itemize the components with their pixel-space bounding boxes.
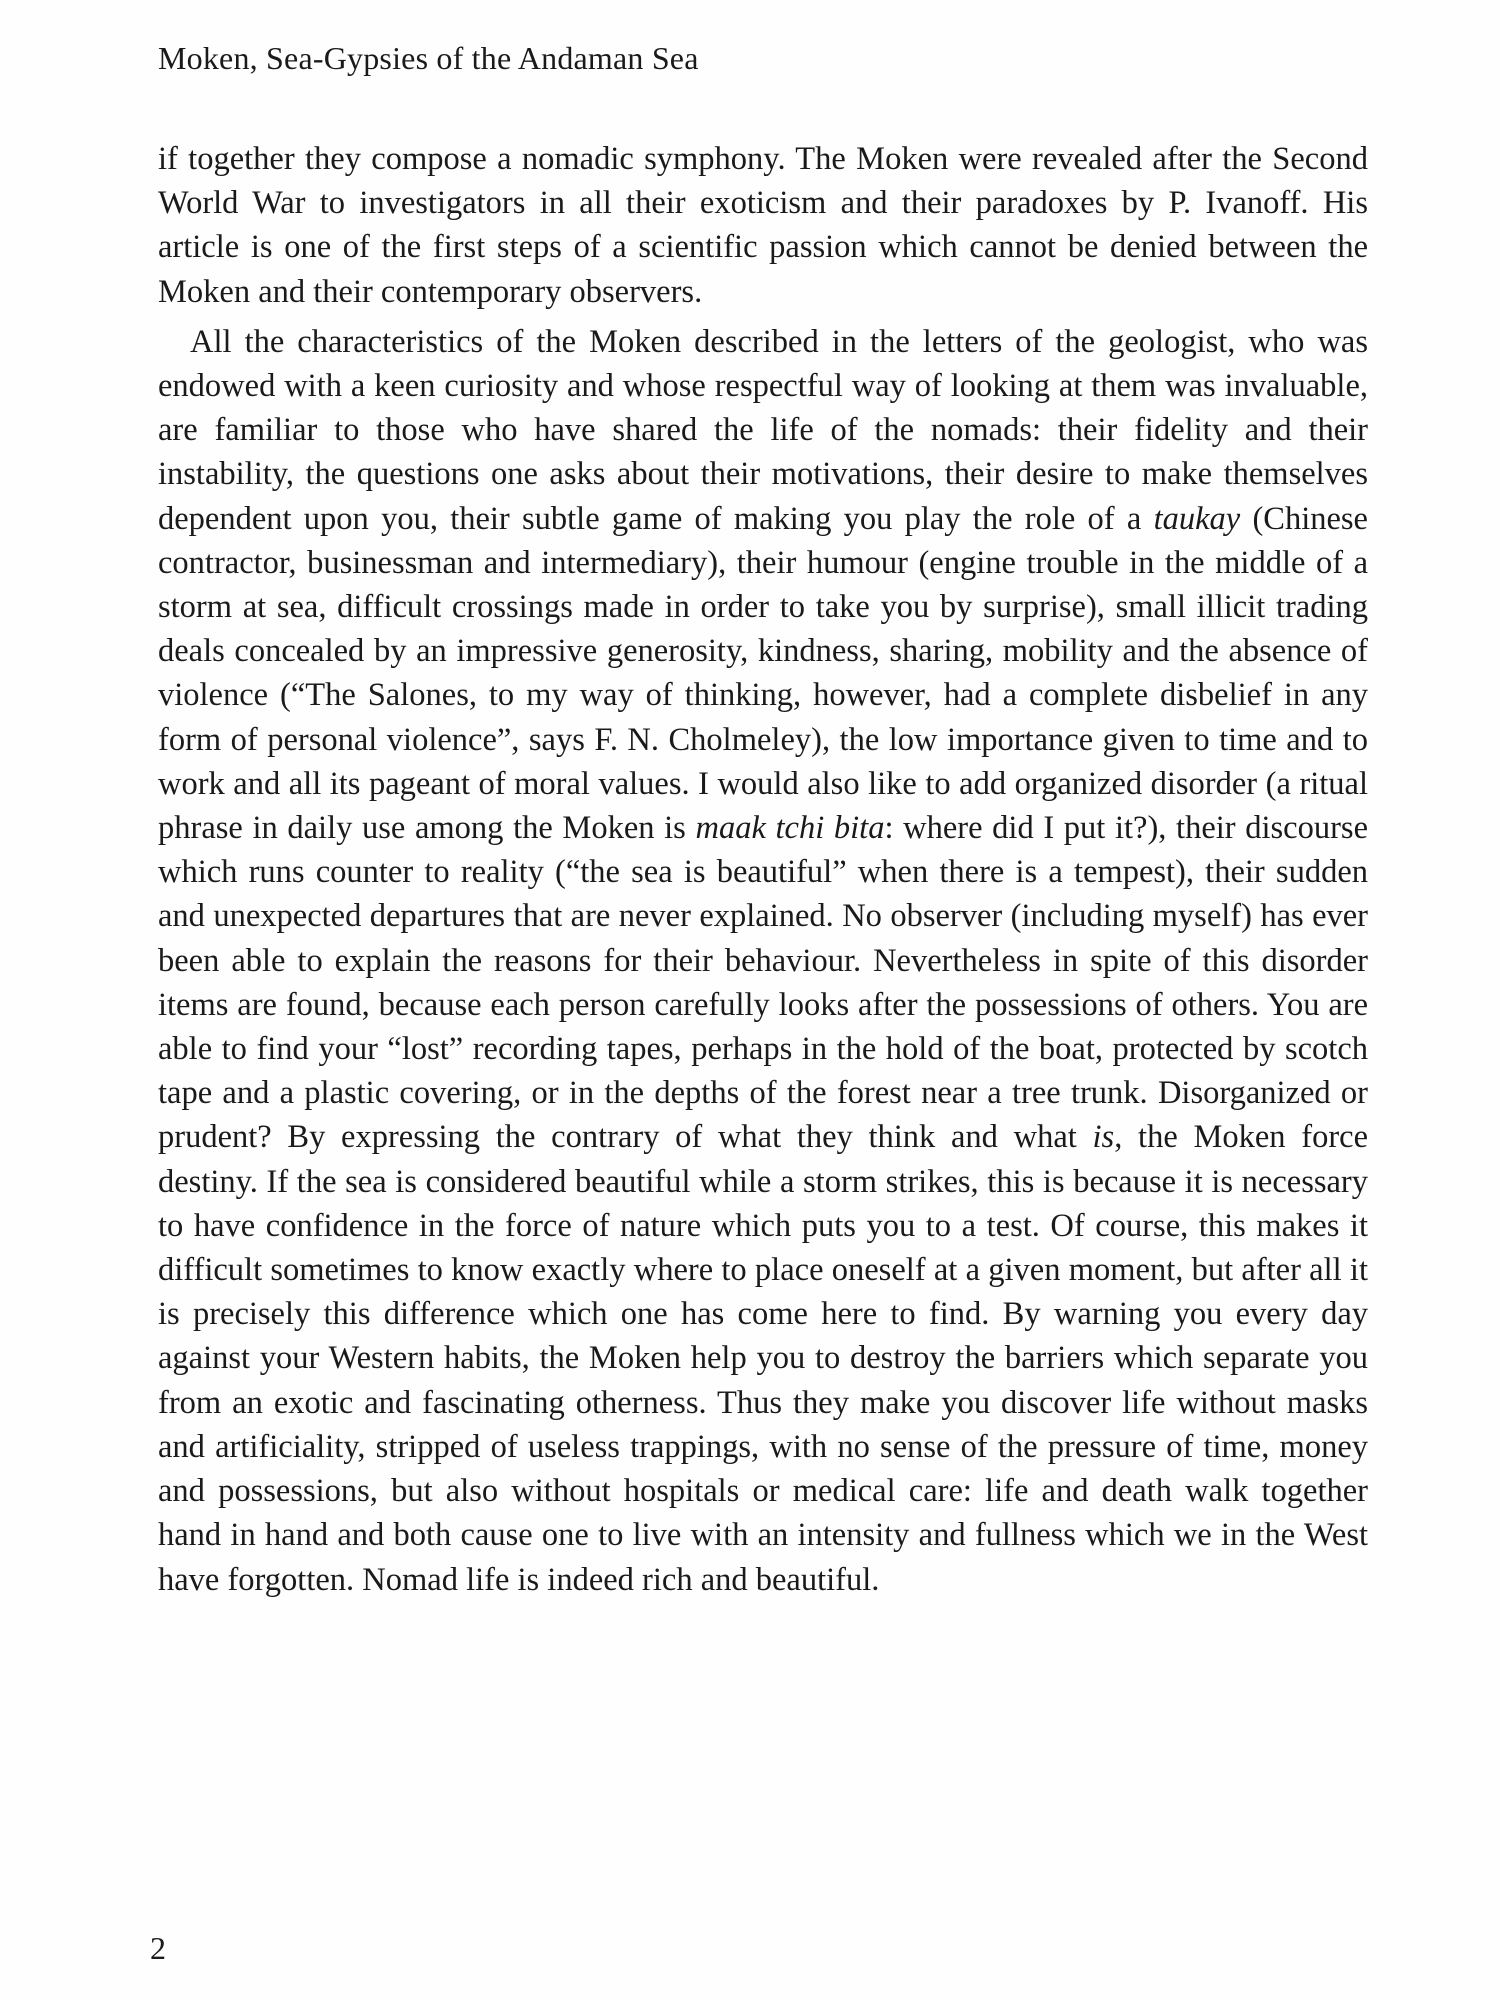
paragraph-2-part-b: (Chinese contractor, businessman and intermediary), their humour (engine trouble in the middle of a storm at sea, difficult crossings made in order to take you by surprise), small illicit trading deals concealed by an impressive generosity, kindness, sharing, mobility and the absence of violence (“The Salones, to my way of thinking, however, had a complete disbelief in any form of personal violence”, says F. N. Cholmeley), the low importance given to time and to work and all its pageant of moral values. I would also like to add organized disorder (a ritual phrase in daily use among the Moken is (158, 500, 1368, 847)
term-maak-tchi-bita: maak tchi bita (695, 810, 885, 847)
term-is: is (1092, 1119, 1115, 1156)
paragraph-2-part-a: All the characteristics of the Moken described in the letters of the geologist, who was endowed with a keen curiosity and whose respectful way of looking at them was invaluable, are familiar to those who have shared the life of the nomads: their fidelity and their instability, the questions one asks about their motivations, their desire to make themselves dependent upon you, their subtle game of making you play the role of a (158, 323, 1368, 537)
term-taukay: taukay (1153, 500, 1241, 537)
paragraph-1: if together they compose a nomadic symphony. The Moken were revealed after the Second World War to investigators in all their exoticism and their paradoxes by P. Ivanoff. His article is one of the first steps of a scientific passion which cannot be denied between the Moken and their contemporary observers. (158, 141, 1368, 310)
paragraph-2 (158, 320, 1368, 1602)
paragraph-2-part-d: , the Moken force destiny. If the sea is considered beautiful while a storm strikes, this is because it is necessary to have confidence in the force of nature which puts you to a test. Of course, this makes it difficult sometimes to know exactly where to place oneself at a given moment, but after all it is precisely this difference which one has come here to find. By warning you every day against your Western habits, the Moken help you to destroy the barriers which separate you from an exotic and fascinating otherness. Thus they make you discover life without masks and artificiality, stripped of useless trappings, with no sense of the pressure of time, money and possessions, but also without hospitals or medical care: life and death walk together hand in hand and both cause one to live with an intensity and fullness which we in the West have forgotten. Nomad life is indeed rich and beautiful. (158, 1119, 1368, 1598)
body-text (158, 137, 1368, 1602)
paragraph-2-part-c: : where did I put it?), their discourse which runs counter to reality (“the sea is beautiful” when there is a tempest), their sudden and unexpected departures that are never explained. No observer (including myself) has ever been able to explain the reasons for their behaviour. Nevertheless in spite of this disorder items are found, because each person carefully looks after the possessions of others. You are able to find your “lost” recording tapes, perhaps in the hold of the boat, protected by scotch tape and a plastic covering, or in the depths of the forest near a tree trunk. Disorganized or prudent? By expressing the contrary of what they think and what (158, 810, 1368, 1156)
page-number: 2 (150, 1930, 166, 1966)
running-head: Moken, Sea-Gypsies of the Andaman Sea (158, 40, 699, 76)
